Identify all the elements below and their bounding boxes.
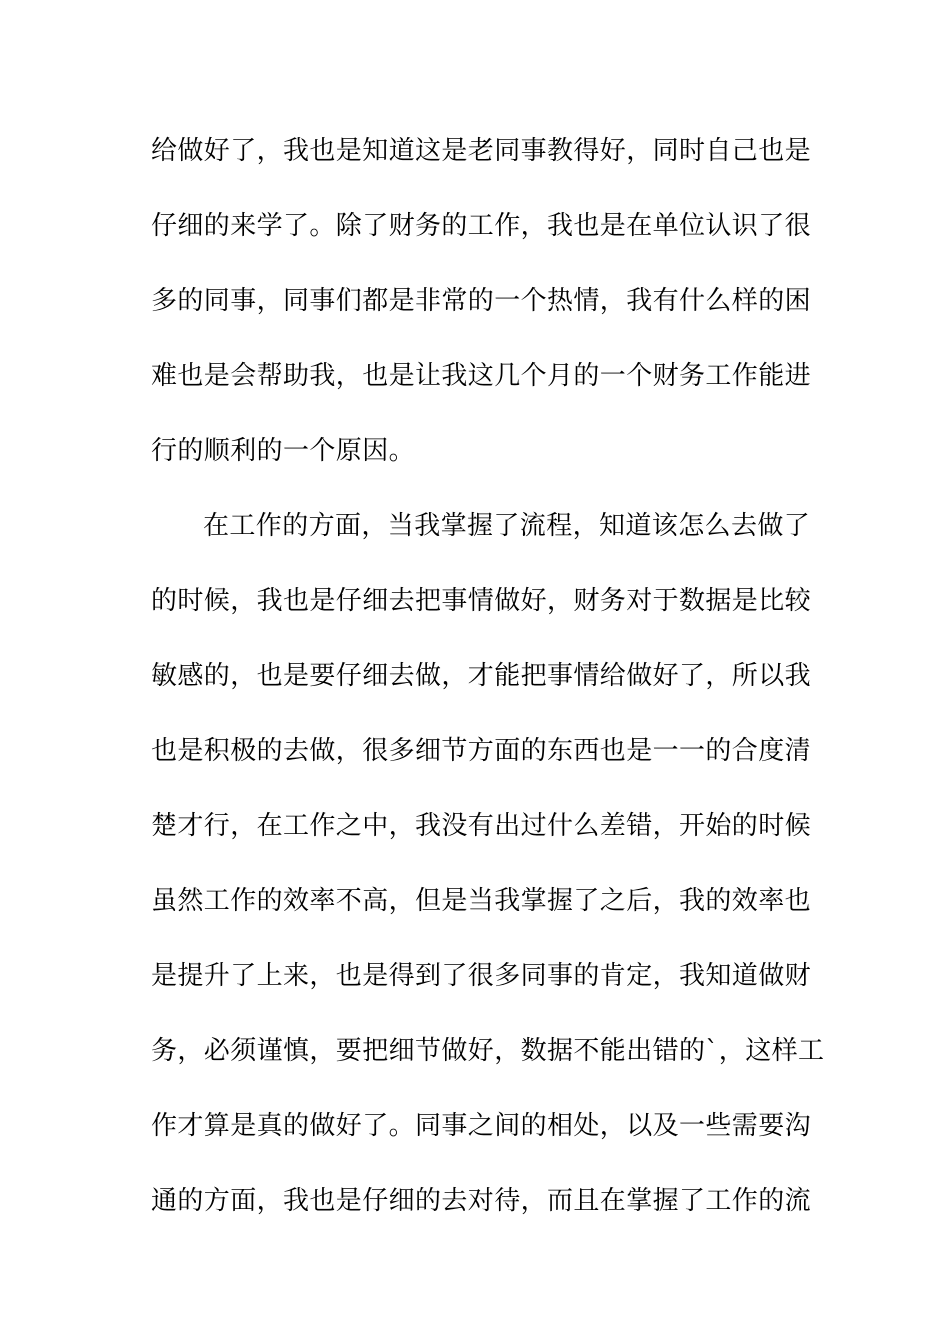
body-text [151,125,825,1250]
text-line: 的时候，我也是仔细去把事情做好，财务对于数据是比较 [151,586,812,616]
text-line: 也是积极的去做，很多细节方面的东西也是一一的合度清 [151,736,812,766]
text-line: 虽然工作的效率不高，但是当我掌握了之后，我的效率也 [151,886,812,916]
text-line: 给做好了，我也是知道这是老同事教得好，同时自己也是 [151,136,812,166]
text-line: 敏感的，也是要仔细去做，才能把事情给做好了，所以我 [151,661,812,691]
text-line: 务，必须谨慎，要把细节做好，数据不能出错的`，这样工 [151,1036,825,1066]
text-line: 多的同事，同事们都是非常的一个热情，我有什么样的困 [151,286,812,316]
text-line: 行的顺利的一个原因。 [151,436,416,466]
text-line: 作才算是真的做好了。同事之间的相处，以及一些需要沟 [151,1111,812,1141]
text-line: 楚才行，在工作之中，我没有出过什么差错，开始的时候 [151,811,812,841]
text-line: 通的方面，我也是仔细的去对待，而且在掌握了工作的流 [151,1186,812,1216]
text-line: 仔细的来学了。除了财务的工作，我也是在单位认识了很 [151,211,812,241]
text-line: 是提升了上来，也是得到了很多同事的肯定，我知道做财 [151,961,812,991]
paragraph-start-line: 在工作的方面，当我掌握了流程，知道该怎么去做了 [203,511,811,541]
text-line: 难也是会帮助我，也是让我这几个月的一个财务工作能进 [151,361,812,391]
